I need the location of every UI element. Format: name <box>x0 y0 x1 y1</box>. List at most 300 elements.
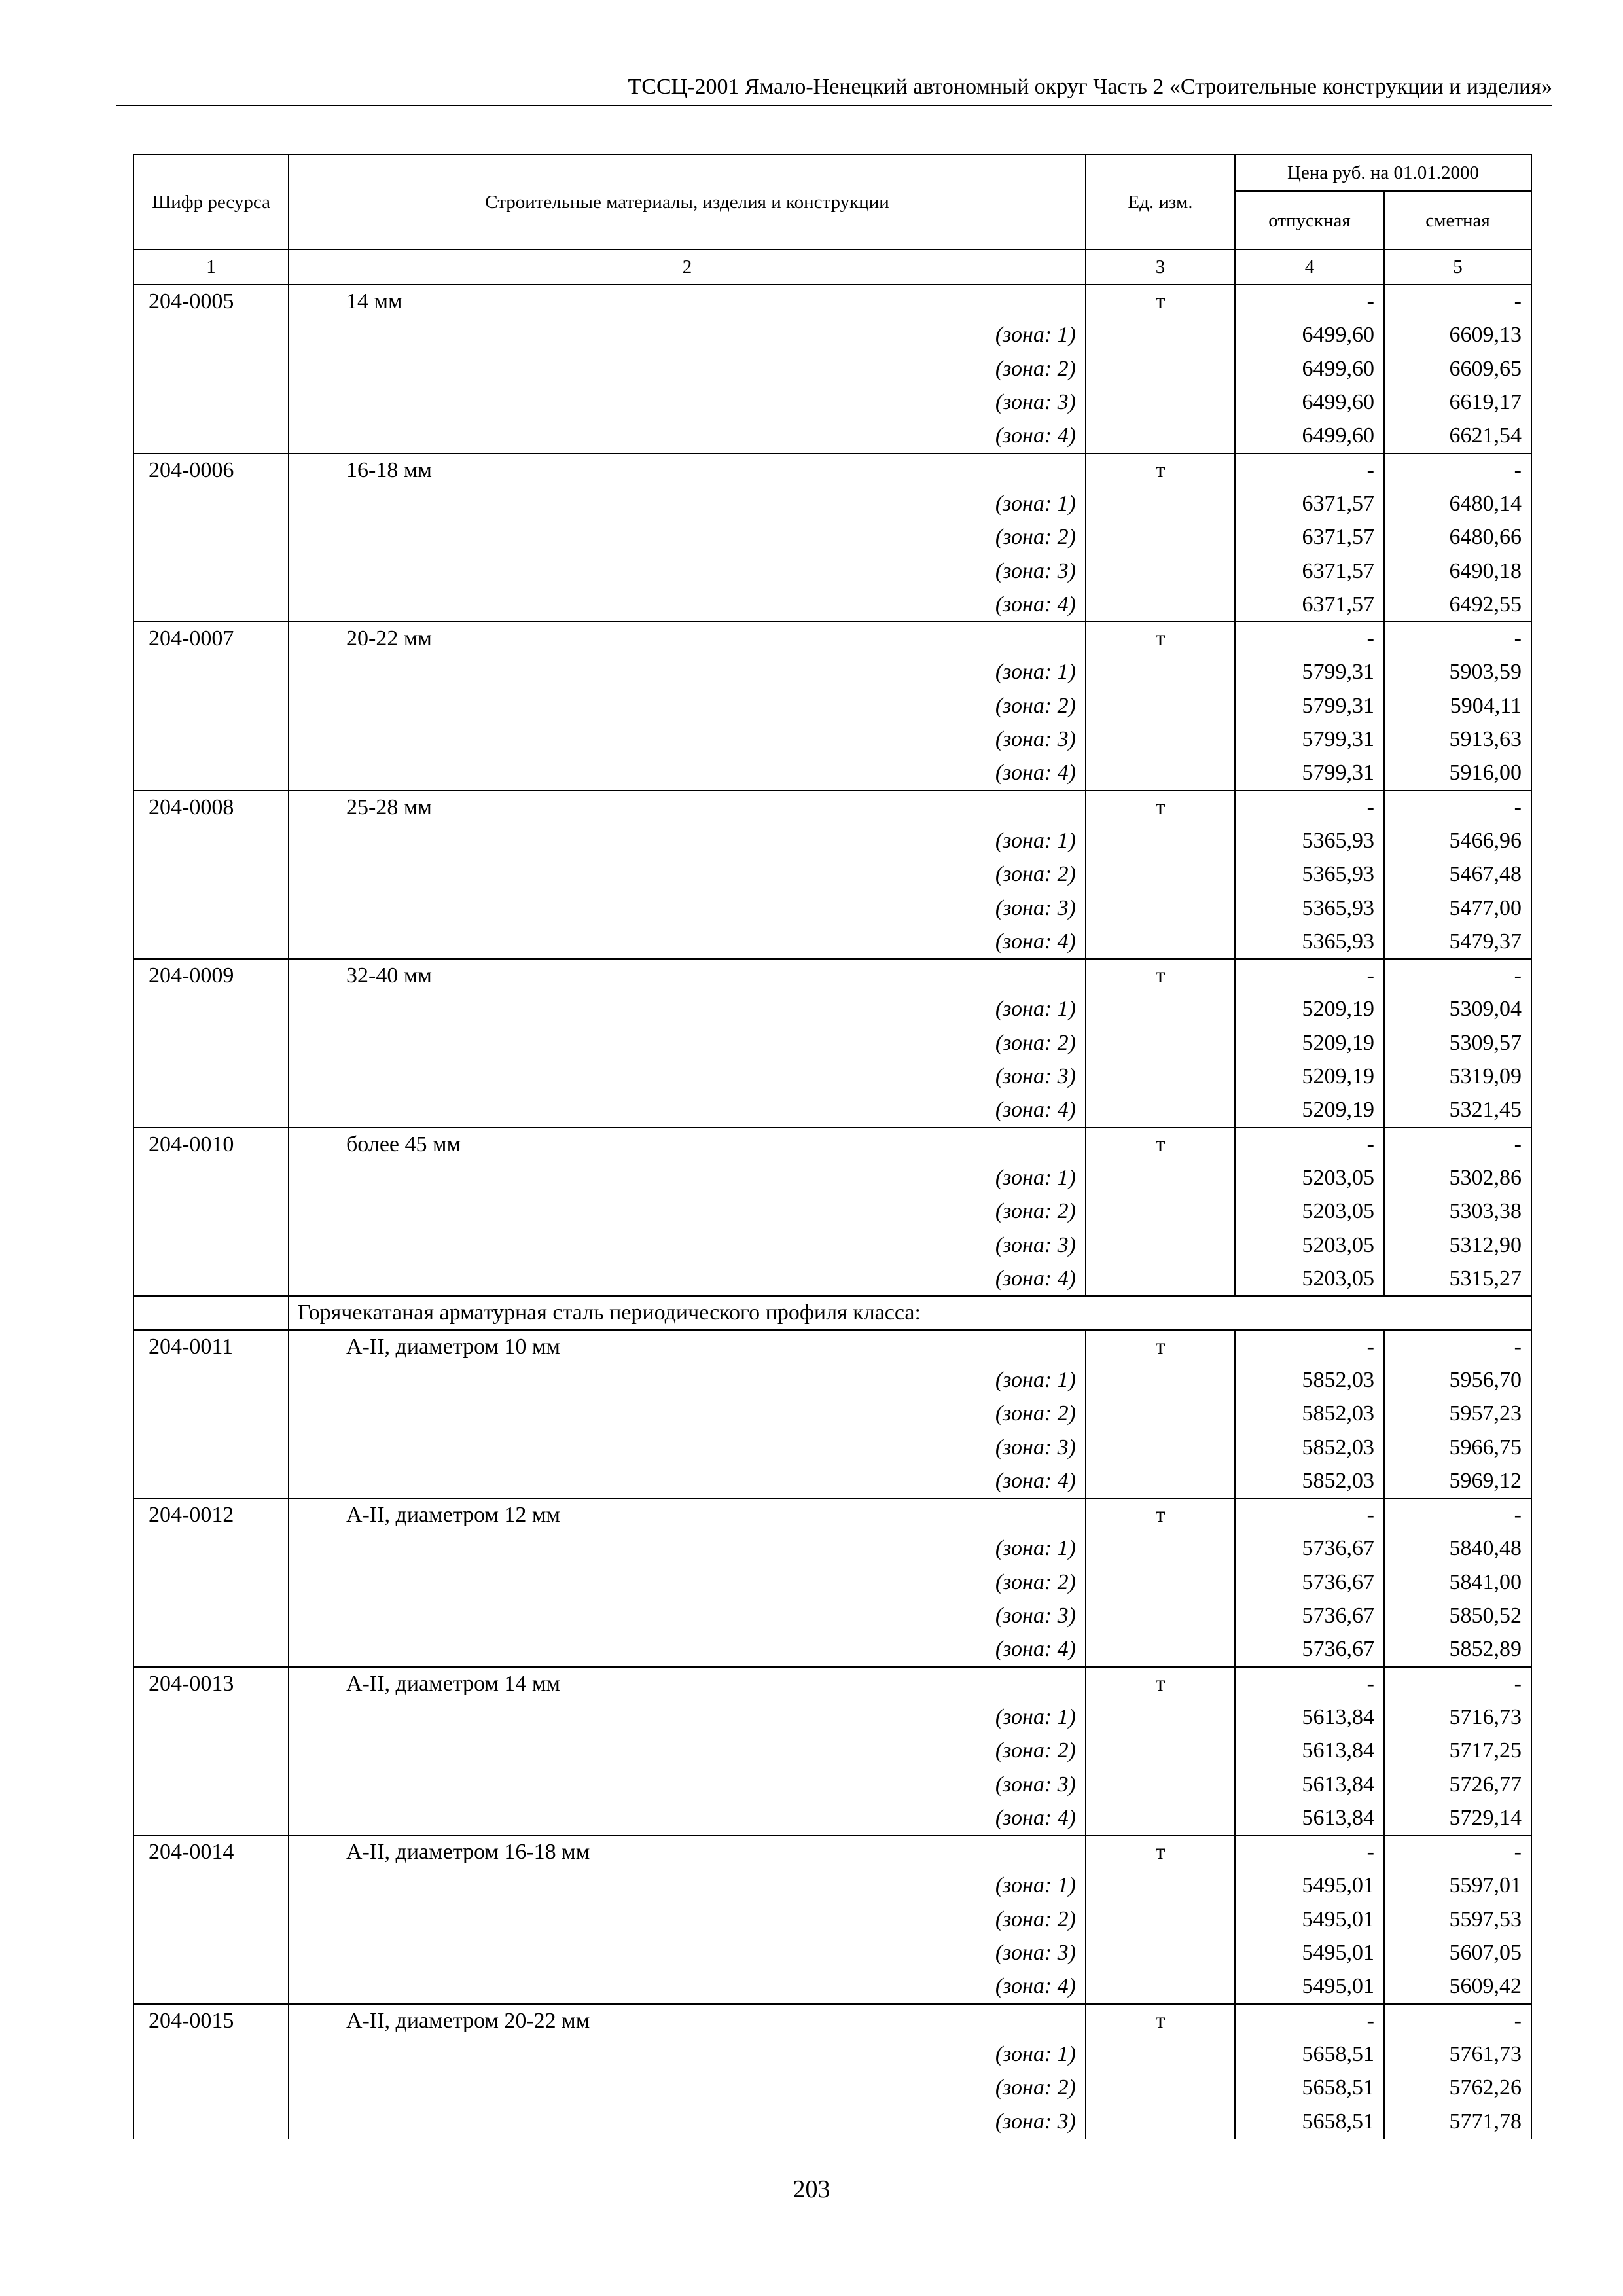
estimate-price: 5309,04 <box>1384 993 1531 1027</box>
zone-row <box>134 319 1531 353</box>
release-price: 5658,51 <box>1235 2105 1384 2139</box>
estimate-price: - <box>1384 1128 1531 1162</box>
unit-cell: т <box>1086 285 1235 319</box>
unit-cell: т <box>1086 1667 1235 1701</box>
release-price: 5209,19 <box>1235 993 1384 1027</box>
estimate-price: 6621,54 <box>1384 420 1531 454</box>
zone-label: (зона: 3) <box>289 1768 1086 1802</box>
resource-code <box>134 1869 289 1903</box>
resource-code <box>134 2037 289 2072</box>
unit-cell <box>1086 1363 1235 1397</box>
resource-code: 204-0007 <box>134 622 289 656</box>
zone-row <box>134 1060 1531 1094</box>
material-name: 20-22 мм <box>289 622 1086 656</box>
unit-cell <box>1086 1195 1235 1229</box>
estimate-price: 5477,00 <box>1384 891 1531 925</box>
material-name: А-II, диаметром 12 мм <box>289 1498 1086 1532</box>
material-name: более 45 мм <box>289 1128 1086 1162</box>
release-price: - <box>1235 454 1384 488</box>
estimate-price: - <box>1384 1330 1531 1364</box>
resource-code <box>134 1903 289 1937</box>
zone-row <box>134 1633 1531 1667</box>
release-price: 5852,03 <box>1235 1431 1384 1465</box>
release-price: 6371,57 <box>1235 521 1384 555</box>
resource-code <box>134 1802 289 1836</box>
resource-code: 204-0015 <box>134 2004 289 2038</box>
unit-cell: т <box>1086 1330 1235 1364</box>
zone-row <box>134 689 1531 723</box>
estimate-price: 5966,75 <box>1384 1431 1531 1465</box>
release-price: 5799,31 <box>1235 656 1384 690</box>
zone-label: (зона: 1) <box>289 319 1086 353</box>
zone-label: (зона: 1) <box>289 824 1086 858</box>
estimate-price: 5312,90 <box>1384 1229 1531 1263</box>
zone-label: (зона: 2) <box>289 352 1086 386</box>
release-price: - <box>1235 1667 1384 1701</box>
resource-code <box>134 1768 289 1802</box>
zone-label: (зона: 3) <box>289 891 1086 925</box>
unit-cell: т <box>1086 454 1235 488</box>
unit-cell: т <box>1086 1498 1235 1532</box>
estimate-price: 5840,48 <box>1384 1532 1531 1566</box>
release-price: 5495,01 <box>1235 1970 1384 2004</box>
unit-cell <box>1086 1263 1235 1297</box>
zone-label: (зона: 4) <box>289 588 1086 622</box>
release-price: - <box>1235 1330 1384 1364</box>
estimate-price: 5957,23 <box>1384 1397 1531 1431</box>
zone-row <box>134 1161 1531 1195</box>
estimate-price: 5916,00 <box>1384 757 1531 791</box>
resource-code <box>134 689 289 723</box>
resource-code <box>134 1229 289 1263</box>
unit-cell <box>1086 1600 1235 1634</box>
resource-code <box>134 386 289 420</box>
release-price: 5495,01 <box>1235 1869 1384 1903</box>
zone-row <box>134 2105 1531 2139</box>
resource-code <box>134 2105 289 2139</box>
release-price: 5495,01 <box>1235 1903 1384 1937</box>
zone-row <box>134 824 1531 858</box>
zone-label: (зона: 2) <box>289 1195 1086 1229</box>
zone-row <box>134 1869 1531 1903</box>
table-row <box>134 791 1531 825</box>
resource-code <box>134 891 289 925</box>
header-release-price: отпускная <box>1235 191 1384 249</box>
release-price: 5209,19 <box>1235 1060 1384 1094</box>
release-price: 5203,05 <box>1235 1161 1384 1195</box>
resource-code <box>134 2072 289 2106</box>
resource-code <box>134 1937 289 1971</box>
resource-code <box>134 1532 289 1566</box>
resource-code: 204-0009 <box>134 959 289 993</box>
estimate-price: 5969,12 <box>1384 1465 1531 1499</box>
zone-label: (зона: 2) <box>289 1734 1086 1768</box>
zone-label: (зона: 4) <box>289 1094 1086 1128</box>
unit-cell <box>1086 757 1235 791</box>
resource-code <box>134 1970 289 2004</box>
zone-row <box>134 1970 1531 2004</box>
release-price: - <box>1235 1835 1384 1869</box>
estimate-price: 6619,17 <box>1384 386 1531 420</box>
release-price: - <box>1235 791 1384 825</box>
unit-cell: т <box>1086 2004 1235 2038</box>
zone-row <box>134 1229 1531 1263</box>
estimate-price: 5321,45 <box>1384 1094 1531 1128</box>
resource-code <box>134 1195 289 1229</box>
zone-label: (зона: 2) <box>289 2072 1086 2106</box>
release-price: 5658,51 <box>1235 2037 1384 2072</box>
release-price: - <box>1235 622 1384 656</box>
resource-code <box>134 757 289 791</box>
column-number: 5 <box>1384 249 1531 285</box>
release-price: 5365,93 <box>1235 858 1384 892</box>
material-name: А-II, диаметром 20-22 мм <box>289 2004 1086 2038</box>
resource-code <box>134 588 289 622</box>
zone-row <box>134 1397 1531 1431</box>
release-price: 6371,57 <box>1235 554 1384 588</box>
material-name: 14 мм <box>289 285 1086 319</box>
estimate-price: 5726,77 <box>1384 1768 1531 1802</box>
release-price: 5209,19 <box>1235 1094 1384 1128</box>
column-number: 1 <box>134 249 289 285</box>
release-price: 5203,05 <box>1235 1195 1384 1229</box>
estimate-price: 5762,26 <box>1384 2072 1531 2106</box>
unit-cell <box>1086 1465 1235 1499</box>
zone-row <box>134 2037 1531 2072</box>
zone-label: (зона: 1) <box>289 2037 1086 2072</box>
zone-label: (зона: 3) <box>289 1229 1086 1263</box>
release-price: 5613,84 <box>1235 1802 1384 1836</box>
unit-cell <box>1086 420 1235 454</box>
estimate-price: 5315,27 <box>1384 1263 1531 1297</box>
release-price: 5799,31 <box>1235 757 1384 791</box>
zone-label: (зона: 2) <box>289 858 1086 892</box>
estimate-price: - <box>1384 1835 1531 1869</box>
zone-label: (зона: 2) <box>289 1026 1086 1060</box>
zone-row <box>134 521 1531 555</box>
release-price: 5365,93 <box>1235 824 1384 858</box>
resource-code <box>134 824 289 858</box>
estimate-price: - <box>1384 622 1531 656</box>
zone-row <box>134 1600 1531 1634</box>
release-price: - <box>1235 2004 1384 2038</box>
estimate-price: 5761,73 <box>1384 2037 1531 2072</box>
zone-row <box>134 1431 1531 1465</box>
release-price: 5365,93 <box>1235 891 1384 925</box>
zone-label: (зона: 4) <box>289 757 1086 791</box>
estimate-price: 5956,70 <box>1384 1363 1531 1397</box>
unit-cell <box>1086 1768 1235 1802</box>
estimate-price: - <box>1384 1498 1531 1532</box>
resource-code <box>134 993 289 1027</box>
resource-code <box>134 1026 289 1060</box>
table-row <box>134 1330 1531 1364</box>
zone-row <box>134 891 1531 925</box>
page-number: 203 <box>793 2176 830 2203</box>
unit-cell: т <box>1086 791 1235 825</box>
estimate-price: 5717,25 <box>1384 1734 1531 1768</box>
estimate-price: 5467,48 <box>1384 858 1531 892</box>
table-head <box>134 154 1531 285</box>
zone-row <box>134 858 1531 892</box>
zone-row <box>134 1903 1531 1937</box>
zone-label: (зона: 3) <box>289 2105 1086 2139</box>
estimate-price: 6492,55 <box>1384 588 1531 622</box>
estimate-price: 5609,42 <box>1384 1970 1531 2004</box>
header-estimate-price: сметная <box>1384 191 1531 249</box>
zone-row <box>134 925 1531 960</box>
resource-code: 204-0014 <box>134 1835 289 1869</box>
release-price: 5658,51 <box>1235 2072 1384 2106</box>
zone-row <box>134 1026 1531 1060</box>
material-name: А-II, диаметром 16-18 мм <box>289 1835 1086 1869</box>
resource-code <box>134 1263 289 1297</box>
estimate-price: 5309,57 <box>1384 1026 1531 1060</box>
release-price: 5852,03 <box>1235 1397 1384 1431</box>
resource-code <box>134 1465 289 1499</box>
estimate-price: 6480,66 <box>1384 521 1531 555</box>
zone-row <box>134 2072 1531 2106</box>
estimate-price: 5466,96 <box>1384 824 1531 858</box>
zone-label: (зона: 2) <box>289 521 1086 555</box>
resource-code <box>134 1633 289 1667</box>
unit-cell <box>1086 1869 1235 1903</box>
estimate-price: 5303,38 <box>1384 1195 1531 1229</box>
zone-label: (зона: 1) <box>289 1700 1086 1734</box>
zone-label: (зона: 1) <box>289 1363 1086 1397</box>
estimate-price: - <box>1384 1667 1531 1701</box>
header-price-group: Цена руб. на 01.01.2000 <box>1235 154 1531 191</box>
table-row <box>134 622 1531 656</box>
zone-label: (зона: 3) <box>289 1937 1086 1971</box>
zone-row <box>134 588 1531 622</box>
zone-row <box>134 1802 1531 1836</box>
unit-cell <box>1086 1431 1235 1465</box>
zone-label: (зона: 1) <box>289 487 1086 521</box>
estimate-price: - <box>1384 791 1531 825</box>
unit-cell: т <box>1086 1835 1235 1869</box>
estimate-price: 5913,63 <box>1384 723 1531 757</box>
table-row <box>134 1128 1531 1162</box>
estimate-price: - <box>1384 2004 1531 2038</box>
resource-code <box>134 319 289 353</box>
zone-label: (зона: 2) <box>289 1903 1086 1937</box>
zone-row <box>134 352 1531 386</box>
resource-code <box>134 352 289 386</box>
zone-label: (зона: 4) <box>289 1970 1086 2004</box>
release-price: 5736,67 <box>1235 1566 1384 1600</box>
material-name: А-II, диаметром 14 мм <box>289 1667 1086 1701</box>
zone-label: (зона: 2) <box>289 689 1086 723</box>
release-price: 5799,31 <box>1235 689 1384 723</box>
unit-cell <box>1086 824 1235 858</box>
material-name: 25-28 мм <box>289 791 1086 825</box>
zone-label: (зона: 4) <box>289 1465 1086 1499</box>
resource-code: 204-0010 <box>134 1128 289 1162</box>
zone-label: (зона: 2) <box>289 1397 1086 1431</box>
unit-cell <box>1086 1700 1235 1734</box>
zone-label: (зона: 3) <box>289 386 1086 420</box>
zone-label: (зона: 4) <box>289 925 1086 960</box>
estimate-price: 6609,65 <box>1384 352 1531 386</box>
resource-code <box>134 420 289 454</box>
zone-label: (зона: 4) <box>289 420 1086 454</box>
zone-row <box>134 656 1531 690</box>
estimate-price: 6609,13 <box>1384 319 1531 353</box>
zone-label: (зона: 1) <box>289 1161 1086 1195</box>
zone-label: (зона: 4) <box>289 1263 1086 1297</box>
section-heading: Горячекатаная арматурная сталь периодического профиля класса: <box>289 1296 1531 1330</box>
estimate-price: 5597,53 <box>1384 1903 1531 1937</box>
estimate-price: 5850,52 <box>1384 1600 1531 1634</box>
estimate-price: 5716,73 <box>1384 1700 1531 1734</box>
estimate-price: 5841,00 <box>1384 1566 1531 1600</box>
table-row <box>134 1667 1531 1701</box>
release-price: 6499,60 <box>1235 319 1384 353</box>
header-name: Строительные материалы, изделия и конструкции <box>289 154 1086 249</box>
unit-cell <box>1086 521 1235 555</box>
resource-code <box>134 925 289 960</box>
resource-code <box>134 487 289 521</box>
zone-row <box>134 1363 1531 1397</box>
unit-cell <box>1086 1937 1235 1971</box>
zone-row <box>134 723 1531 757</box>
zone-row <box>134 993 1531 1027</box>
zone-row <box>134 1768 1531 1802</box>
estimate-price: 5852,89 <box>1384 1633 1531 1667</box>
header-code: Шифр ресурса <box>134 154 289 249</box>
unit-cell <box>1086 689 1235 723</box>
unit-cell: т <box>1086 622 1235 656</box>
release-price: 6371,57 <box>1235 588 1384 622</box>
unit-cell <box>1086 1532 1235 1566</box>
table-row <box>134 454 1531 488</box>
release-price: - <box>1235 285 1384 319</box>
unit-cell <box>1086 925 1235 960</box>
zone-label: (зона: 3) <box>289 554 1086 588</box>
zone-row <box>134 1700 1531 1734</box>
resource-code: 204-0012 <box>134 1498 289 1532</box>
resource-code <box>134 723 289 757</box>
release-price: 5736,67 <box>1235 1633 1384 1667</box>
unit-cell <box>1086 352 1235 386</box>
table-row <box>134 1835 1531 1869</box>
unit-cell <box>1086 1970 1235 2004</box>
estimate-price: 5479,37 <box>1384 925 1531 960</box>
resource-code <box>134 1397 289 1431</box>
resource-code: 204-0005 <box>134 285 289 319</box>
header-rule <box>116 105 1552 106</box>
unit-cell <box>1086 2037 1235 2072</box>
unit-cell <box>1086 723 1235 757</box>
unit-cell <box>1086 1397 1235 1431</box>
release-price: 5852,03 <box>1235 1465 1384 1499</box>
estimate-price: - <box>1384 285 1531 319</box>
release-price: 5613,84 <box>1235 1700 1384 1734</box>
estimate-price: - <box>1384 959 1531 993</box>
resource-code <box>134 1600 289 1634</box>
estimate-price: 5771,78 <box>1384 2105 1531 2139</box>
unit-cell: т <box>1086 1128 1235 1162</box>
zone-row <box>134 1532 1531 1566</box>
page-header: ТССЦ-2001 Ямало-Ненецкий автономный округ Часть 2 «Строительные конструкции и изделия» <box>628 75 1552 99</box>
zone-row <box>134 1937 1531 1971</box>
resource-code <box>134 1431 289 1465</box>
resource-code <box>134 1700 289 1734</box>
resource-code <box>134 656 289 690</box>
unit-cell <box>1086 1229 1235 1263</box>
resource-code <box>134 1734 289 1768</box>
resource-code: 204-0011 <box>134 1330 289 1364</box>
unit-cell <box>1086 386 1235 420</box>
zone-label: (зона: 3) <box>289 1431 1086 1465</box>
release-price: 5736,67 <box>1235 1532 1384 1566</box>
header-unit: Ед. изм. <box>1086 154 1235 249</box>
estimate-price: 6490,18 <box>1384 554 1531 588</box>
resource-code: 204-0008 <box>134 791 289 825</box>
zone-label: (зона: 3) <box>289 723 1086 757</box>
zone-label: (зона: 4) <box>289 1633 1086 1667</box>
release-price: 6499,60 <box>1235 420 1384 454</box>
column-number: 2 <box>289 249 1086 285</box>
zone-row <box>134 386 1531 420</box>
release-price: 5209,19 <box>1235 1026 1384 1060</box>
release-price: 6371,57 <box>1235 487 1384 521</box>
column-number: 4 <box>1235 249 1384 285</box>
material-name: 32-40 мм <box>289 959 1086 993</box>
resource-code <box>134 521 289 555</box>
zone-row <box>134 420 1531 454</box>
estimate-price: - <box>1384 454 1531 488</box>
unit-cell <box>1086 1802 1235 1836</box>
zone-label: (зона: 3) <box>289 1600 1086 1634</box>
release-price: 5613,84 <box>1235 1768 1384 1802</box>
unit-cell: т <box>1086 959 1235 993</box>
unit-cell <box>1086 1566 1235 1600</box>
release-price: 5365,93 <box>1235 925 1384 960</box>
unit-cell <box>1086 588 1235 622</box>
zone-row <box>134 1263 1531 1297</box>
zone-row <box>134 757 1531 791</box>
table-row <box>134 285 1531 319</box>
resource-code <box>134 1060 289 1094</box>
material-name: А-II, диаметром 10 мм <box>289 1330 1086 1364</box>
release-price: - <box>1235 1498 1384 1532</box>
estimate-price: 5903,59 <box>1384 656 1531 690</box>
unit-cell <box>1086 858 1235 892</box>
zone-row <box>134 1734 1531 1768</box>
zone-label: (зона: 1) <box>289 1869 1086 1903</box>
estimate-price: 5302,86 <box>1384 1161 1531 1195</box>
unit-cell <box>1086 1734 1235 1768</box>
zone-label: (зона: 1) <box>289 993 1086 1027</box>
zone-row <box>134 1566 1531 1600</box>
unit-cell <box>1086 319 1235 353</box>
release-price: - <box>1235 1128 1384 1162</box>
resource-code: 204-0006 <box>134 454 289 488</box>
unit-cell <box>1086 993 1235 1027</box>
unit-cell <box>1086 1161 1235 1195</box>
resource-code <box>134 858 289 892</box>
unit-cell <box>1086 2072 1235 2106</box>
estimate-price: 5597,01 <box>1384 1869 1531 1903</box>
zone-label: (зона: 2) <box>289 1566 1086 1600</box>
table-row <box>134 2004 1531 2038</box>
release-price: 5203,05 <box>1235 1263 1384 1297</box>
estimate-price: 6480,14 <box>1384 487 1531 521</box>
estimate-price: 5319,09 <box>1384 1060 1531 1094</box>
zone-label: (зона: 3) <box>289 1060 1086 1094</box>
